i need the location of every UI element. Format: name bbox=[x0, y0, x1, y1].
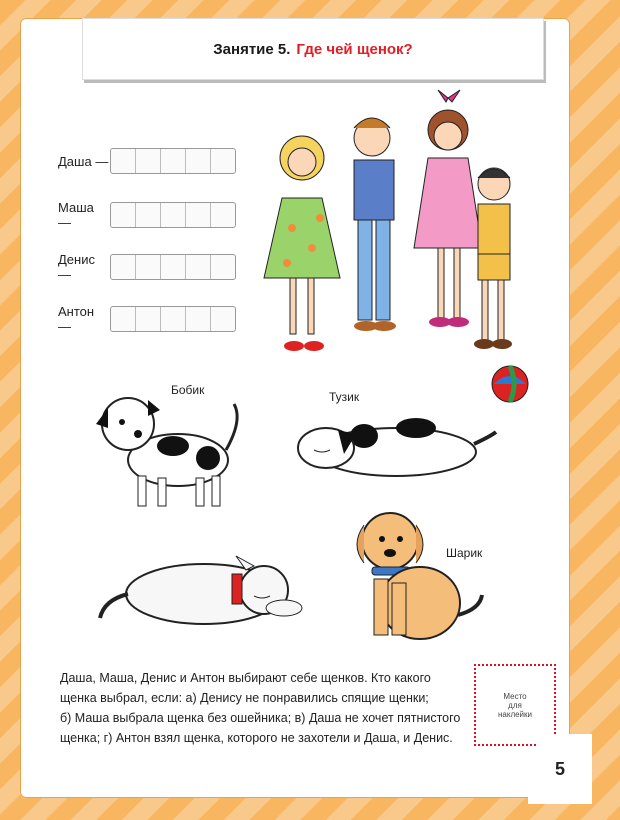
boy-anton-figure bbox=[474, 168, 512, 349]
answer-row-dasha bbox=[58, 148, 236, 174]
girl-dasha-figure bbox=[264, 136, 340, 351]
dog-sharik-figure bbox=[350, 505, 490, 650]
dog-tuzik-figure bbox=[286, 404, 501, 484]
child-name-label: Даша — bbox=[58, 153, 109, 169]
answer-row-anton bbox=[58, 304, 236, 334]
dog-label-bobik: Бобик bbox=[171, 383, 205, 397]
page-title: Где чей щенок? bbox=[296, 40, 413, 58]
task-description: Даша, Маша, Денис и Антон выбирают себе щенков. Кто какого щенка выбрал, если: а) Денису не понравились спящие щенки; б) Маша выбрала щенка без ошейника; в) Даша не хочет пятнистого щенка; г) Антон взял щенка, которого не захотели и Даша, и Денис. bbox=[60, 671, 461, 745]
girl-masha-figure bbox=[414, 90, 482, 327]
lesson-number: Занятие 5. bbox=[213, 40, 291, 58]
answer-row-masha bbox=[58, 200, 236, 230]
dog-label-sharik: Шарик bbox=[446, 546, 483, 560]
answer-cells[interactable] bbox=[110, 254, 236, 280]
child-name-label: Денис — bbox=[58, 252, 95, 282]
answer-cells[interactable] bbox=[110, 202, 236, 228]
dog-label-tuzik: Тузик bbox=[329, 390, 360, 404]
child-name-label: Маша — bbox=[58, 200, 94, 230]
answer-cells[interactable] bbox=[110, 148, 236, 174]
dog-belka-figure bbox=[94, 544, 319, 636]
dog-bobik-figure bbox=[78, 380, 248, 520]
child-name-label: Антон — bbox=[58, 304, 95, 334]
page-number: 5 bbox=[528, 734, 592, 804]
answer-cells[interactable] bbox=[110, 306, 236, 332]
sticker-placeholder[interactable]: Место для наклейки bbox=[474, 664, 556, 746]
answer-row-denis bbox=[58, 252, 236, 282]
children-illustration bbox=[262, 88, 522, 360]
lesson-title-card bbox=[82, 18, 544, 80]
boy-denis-figure bbox=[354, 118, 396, 331]
ball-icon bbox=[490, 364, 530, 404]
